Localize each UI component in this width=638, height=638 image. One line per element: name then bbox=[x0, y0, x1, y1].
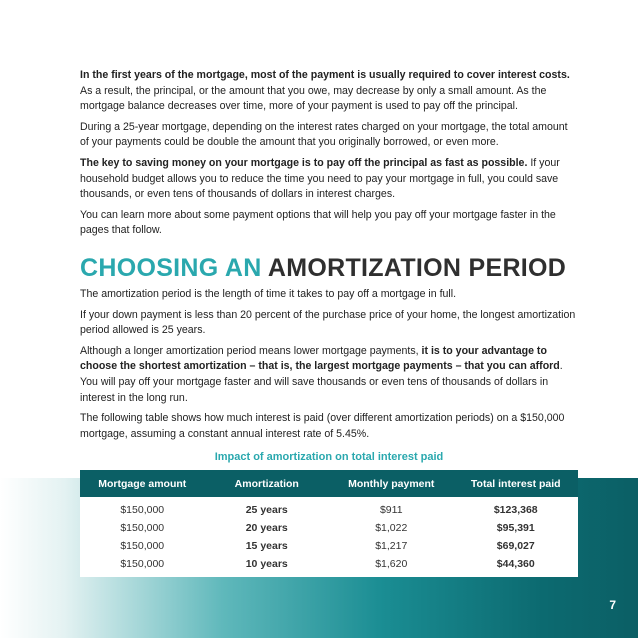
section-paragraph-2: If your down payment is less than 20 percent of the purchase price of your home, the longest amortization period allowed is 25 years. bbox=[80, 308, 576, 337]
cell-mortgage-amount: $150,000 bbox=[120, 522, 165, 534]
cell-amortization: 15 years bbox=[245, 540, 288, 552]
cell-monthly-payment: $911 bbox=[379, 504, 403, 516]
table-row bbox=[80, 519, 578, 537]
intro-paragraph-2: During a 25-year mortgage, depending on the interest rates charged on your mortgage, the total amount of your payments could be double the amount that you originally borrowed, or even more. bbox=[80, 120, 568, 149]
cell-mortgage-amount: $150,000 bbox=[120, 540, 165, 552]
cell-amortization: 20 years bbox=[245, 522, 288, 534]
header-total-interest: Total interest paid bbox=[470, 477, 561, 490]
cell-mortgage-amount: $150,000 bbox=[120, 504, 165, 516]
amortization-table bbox=[80, 470, 578, 577]
page-number: 7 bbox=[609, 598, 616, 612]
section-paragraph-3: Although a longer amortization period means lower mortgage payments, it is to your advantage to choose the shortest amortization – that is, the largest mortgage payments – that you can afford. You will pay off your mortgage faster and will save thousands or even tens of thousands of dollars in interest in the long run. bbox=[80, 344, 563, 404]
cell-total-interest: $95,391 bbox=[496, 522, 535, 534]
section-paragraph-1: The amortization period is the length of time it takes to pay off a mortgage in full. bbox=[80, 287, 457, 300]
table-row bbox=[80, 497, 578, 519]
table-header-row bbox=[80, 470, 578, 497]
cell-amortization: 10 years bbox=[245, 558, 288, 570]
table-caption: Impact of amortization on total interest paid bbox=[214, 451, 444, 464]
header-mortgage-amount: Mortgage amount bbox=[98, 477, 187, 490]
page-content bbox=[80, 68, 578, 467]
cell-mortgage-amount: $150,000 bbox=[120, 558, 165, 570]
cell-amortization: 25 years bbox=[245, 504, 288, 516]
section-paragraph-4: The following table shows how much interest is paid (over different amortization periods) on a $150,000 mortgage, assuming a constant annual interest rate of 5.45%. bbox=[80, 412, 565, 440]
cell-monthly-payment: $1,620 bbox=[375, 558, 408, 570]
cell-monthly-payment: $1,022 bbox=[375, 522, 408, 534]
cell-total-interest: $123,368 bbox=[493, 504, 538, 516]
intro-paragraph-3: The key to saving money on your mortgage is to pay off the principal as fast as possible. If your household budget allows you to reduce the time you need to pay your mortgage in full, you could save thousands, or even tens of thousands of dollars in interest charges. bbox=[80, 156, 560, 201]
intro-paragraph-4: You can learn more about some payment options that will help you pay off your mortgage faster in the pages that follow. bbox=[80, 208, 556, 237]
cell-total-interest: $44,360 bbox=[496, 558, 535, 570]
header-monthly-payment: Monthly payment bbox=[348, 477, 435, 490]
intro-paragraph-1: In the first years of the mortgage, most of the payment is usually required to cover interest costs. As a result, the principal, or the amount that you owe, may decrease by only a small amount. As the mortgage balance decreases over time, more of your payment is used to pay off the principal. bbox=[80, 69, 570, 113]
cell-monthly-payment: $1,217 bbox=[375, 540, 408, 552]
table-row bbox=[80, 555, 578, 577]
section-heading: CHOOSING AN AMORTIZATION PERIOD bbox=[80, 253, 567, 282]
table-row bbox=[80, 537, 578, 555]
header-amortization: Amortization bbox=[234, 477, 299, 490]
cell-total-interest: $69,027 bbox=[496, 540, 535, 552]
